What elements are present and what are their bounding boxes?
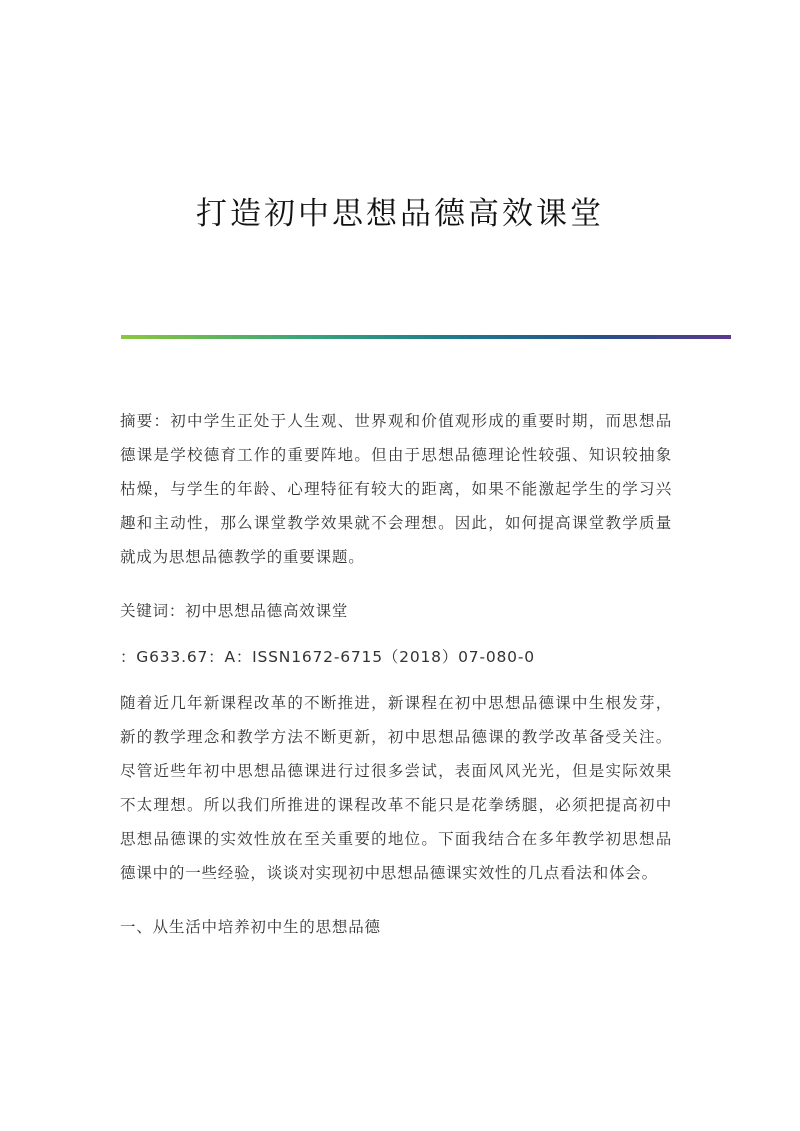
document-title: 打造初中思想品德高效课堂: [196, 196, 604, 232]
intro-paragraph: 随着近几年新课程改革的不断推进，新课程在初中思想品德课中生根发芽，新的教学理念和教学方法不断更新，初中思想品德课的教学改革备受关注。尽管近些年初中思想品德课进行过很多尝试，表面风风光光，但是实际效果不太理想。所以我们所推进的课程改革不能只是花拳绣腿，必须把提高初中思想品德课的实效性放在至关重要的地位。下面我结合在多年教学初思想品德课中的一些经验，谈谈对实现初中思想品德课实效性的几点看法和体会。: [120, 694, 672, 882]
abstract-paragraph: 摘要：初中学生正处于人生观、世界观和价值观形成的重要时期，而思想品德课是学校德育工作的重要阵地。但由于思想品德理论性较强、知识较抽象枯燥，与学生的年龄、心理特征有较大的距离，如果不能激起学生的学习兴趣和主动性，那么课堂教学效果就不会理想。因此，如何提高课堂教学质量就成为思想品德教学的重要课题。: [120, 412, 672, 566]
title-divider: [121, 335, 731, 339]
classification-line: ：G633.67：A：ISSN1672-6715（2018）07-080-0: [120, 648, 535, 666]
keywords-line: 关键词：初中思想品德高效课堂: [120, 602, 349, 620]
section-heading: 一、从生活中培养初中生的思想品德: [120, 918, 381, 936]
document-body: [120, 404, 672, 944]
